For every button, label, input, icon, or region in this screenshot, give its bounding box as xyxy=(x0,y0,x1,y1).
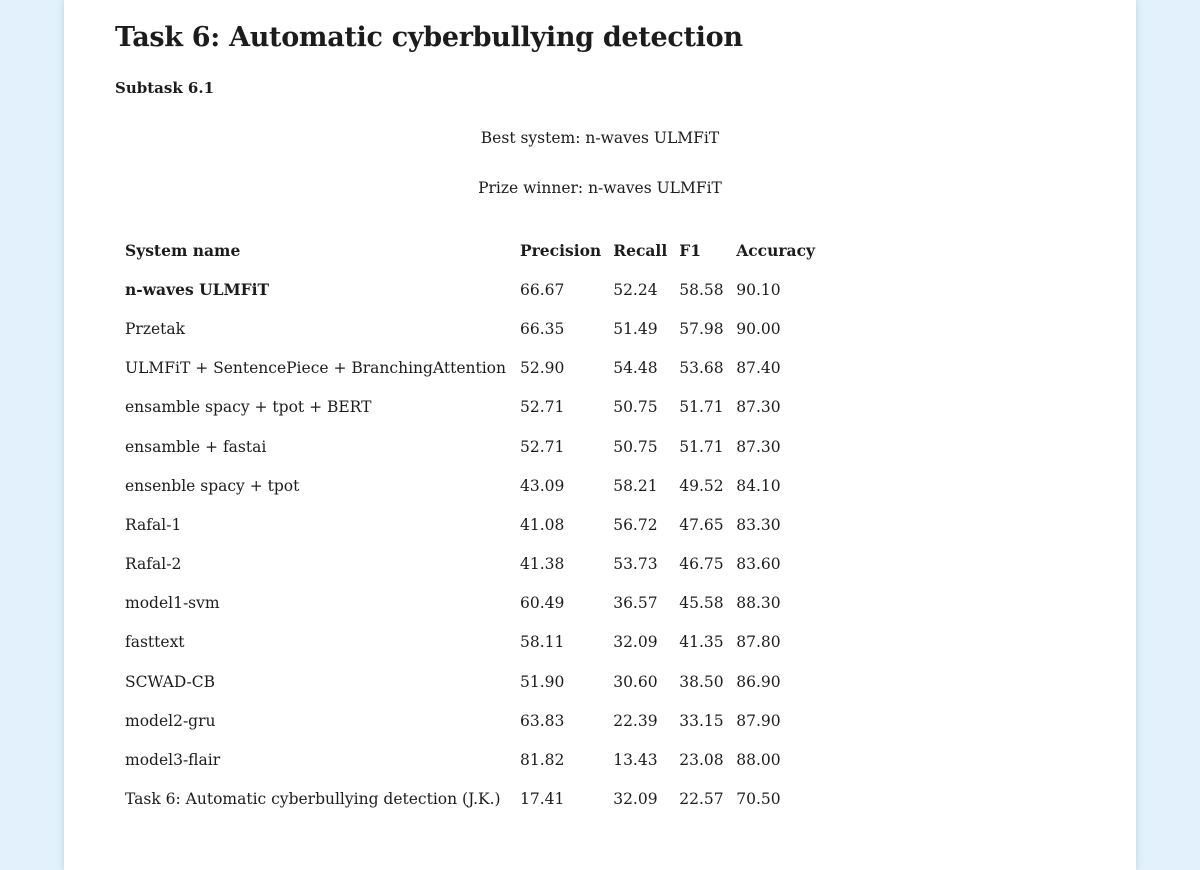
recall-cell: 53.73 xyxy=(613,555,658,574)
table-row xyxy=(119,740,821,779)
accuracy-cell: 90.10 xyxy=(736,280,781,299)
table-row xyxy=(119,545,821,584)
recall-cell: 32.09 xyxy=(613,790,658,809)
subtask-heading: Subtask 6.1 xyxy=(115,79,215,97)
precision-cell: 41.08 xyxy=(519,515,565,534)
f1-cell: 58.58 xyxy=(679,280,724,299)
header-system-name: System name xyxy=(125,241,241,261)
table-row xyxy=(119,270,821,309)
precision-cell: 66.35 xyxy=(519,319,565,338)
system-name-cell: SCWAD-CB xyxy=(125,672,216,691)
accuracy-cell: 84.10 xyxy=(736,476,781,495)
table-row xyxy=(119,349,821,388)
f1-cell: 23.08 xyxy=(679,751,724,770)
table-row xyxy=(119,662,821,701)
header-precision: Precision xyxy=(519,241,602,261)
system-name-cell: Rafal-2 xyxy=(125,555,182,574)
system-name-cell: ULMFiT + SentencePiece + BranchingAttention xyxy=(125,359,506,378)
system-name-cell: ensamble spacy + tpot + BERT xyxy=(125,398,372,417)
table-row xyxy=(119,701,821,740)
table-row xyxy=(119,505,821,544)
table-row xyxy=(119,427,821,466)
recall-cell: 30.60 xyxy=(613,672,658,691)
f1-cell: 51.71 xyxy=(679,398,724,417)
recall-cell: 54.48 xyxy=(613,359,658,378)
f1-cell: 46.75 xyxy=(679,555,724,574)
accuracy-cell: 88.30 xyxy=(736,594,781,613)
table-row xyxy=(119,309,821,348)
accuracy-cell: 87.90 xyxy=(736,711,781,730)
system-name-cell: Przetak xyxy=(125,319,186,338)
system-name-cell: model3-flair xyxy=(125,751,221,770)
recall-cell: 32.09 xyxy=(613,633,658,652)
table-row xyxy=(119,584,821,623)
precision-cell: 58.11 xyxy=(519,633,565,652)
f1-cell: 38.50 xyxy=(679,672,724,691)
precision-cell: 60.49 xyxy=(519,594,565,613)
recall-cell: 52.24 xyxy=(613,280,658,299)
system-name-cell: Rafal-1 xyxy=(125,515,182,534)
precision-cell: 17.41 xyxy=(519,790,565,809)
system-name-cell: model2-gru xyxy=(125,711,216,730)
recall-cell: 50.75 xyxy=(613,398,658,417)
f1-cell: 22.57 xyxy=(679,790,724,809)
prize-winner-text: Prize winner: n-waves ULMFiT xyxy=(478,179,722,197)
recall-cell: 36.57 xyxy=(613,594,658,613)
page-title: Task 6: Automatic cyberbullying detection xyxy=(115,22,743,53)
system-name-cell: ensenble spacy + tpot xyxy=(125,476,300,495)
f1-cell: 57.98 xyxy=(679,319,724,338)
precision-cell: 52.71 xyxy=(519,437,565,456)
recall-cell: 50.75 xyxy=(613,437,658,456)
header-accuracy: Accuracy xyxy=(736,241,816,261)
table-row xyxy=(119,780,821,819)
table-header-row xyxy=(119,231,821,270)
recall-cell: 22.39 xyxy=(613,711,658,730)
recall-cell: 51.49 xyxy=(613,319,658,338)
recall-cell: 58.21 xyxy=(613,476,658,495)
table-row xyxy=(119,623,821,662)
precision-cell: 51.90 xyxy=(519,672,565,691)
table-row xyxy=(119,466,821,505)
recall-cell: 56.72 xyxy=(613,515,658,534)
precision-cell: 52.90 xyxy=(519,359,565,378)
precision-cell: 43.09 xyxy=(519,476,565,495)
header-f1: F1 xyxy=(679,241,702,261)
accuracy-cell: 83.60 xyxy=(736,555,781,574)
f1-cell: 53.68 xyxy=(679,359,724,378)
system-name-cell: model1-svm xyxy=(125,594,220,613)
precision-cell: 41.38 xyxy=(519,555,565,574)
system-name-cell: n-waves ULMFiT xyxy=(125,280,270,300)
document-page xyxy=(64,0,1136,870)
f1-cell: 41.35 xyxy=(679,633,724,652)
precision-cell: 63.83 xyxy=(519,711,565,730)
accuracy-cell: 70.50 xyxy=(736,790,781,809)
f1-cell: 33.15 xyxy=(679,711,724,730)
precision-cell: 52.71 xyxy=(519,398,565,417)
accuracy-cell: 83.30 xyxy=(736,515,781,534)
accuracy-cell: 86.90 xyxy=(736,672,781,691)
table-row xyxy=(119,388,821,427)
f1-cell: 51.71 xyxy=(679,437,724,456)
accuracy-cell: 87.40 xyxy=(736,359,781,378)
accuracy-cell: 87.30 xyxy=(736,437,781,456)
accuracy-cell: 88.00 xyxy=(736,751,781,770)
results-table xyxy=(119,231,821,819)
accuracy-cell: 87.30 xyxy=(736,398,781,417)
recall-cell: 13.43 xyxy=(613,751,658,770)
precision-cell: 66.67 xyxy=(519,280,565,299)
system-name-cell: fasttext xyxy=(125,633,185,652)
f1-cell: 45.58 xyxy=(679,594,724,613)
header-recall: Recall xyxy=(613,241,668,261)
accuracy-cell: 87.80 xyxy=(736,633,781,652)
f1-cell: 47.65 xyxy=(679,515,724,534)
precision-cell: 81.82 xyxy=(519,751,565,770)
f1-cell: 49.52 xyxy=(679,476,724,495)
system-name-cell: ensamble + fastai xyxy=(125,437,267,456)
best-system-text: Best system: n-waves ULMFiT xyxy=(480,129,720,147)
accuracy-cell: 90.00 xyxy=(736,319,781,338)
system-name-cell: Task 6: Automatic cyberbullying detection (J.K.) xyxy=(125,790,501,809)
